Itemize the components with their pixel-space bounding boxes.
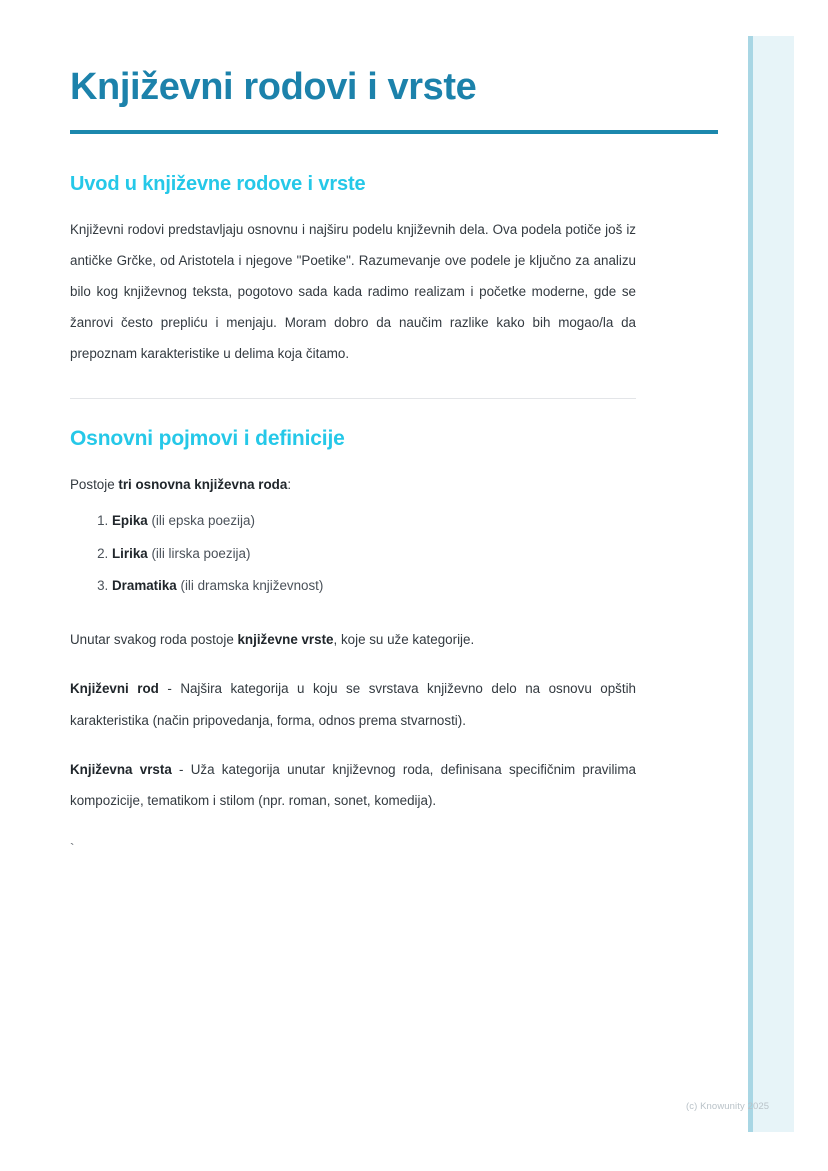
right-decorative-panel	[748, 36, 794, 1132]
list-item-term: Epika	[112, 513, 148, 529]
page-title: Književni rodovi i vrste	[70, 66, 477, 108]
list-intro-paragraph	[70, 451, 636, 500]
definition-text: - Najšira kategorija u koju se svrstava književno delo na osnovu opštih karakteristika (način pripovedanja, forma, odnos prema stvarnosti).	[70, 681, 636, 728]
literary-genres-list	[70, 500, 636, 609]
list-item-detail: (ili epska poezija)	[147, 513, 255, 529]
definition-text: - Uža kategorija unutar književnog roda, definisana specifičnim pravilima kompozicije, tematikom i stilom (npr. roman, sonet, komedija).	[70, 761, 636, 808]
list-item-detail: (ili lirska poezija)	[147, 545, 251, 561]
list-item	[112, 512, 636, 544]
definition-knjizevni-rod	[70, 655, 636, 735]
after-list-suffix: , koje su uže kategorije.	[333, 632, 475, 648]
definition-term: Književni rod	[70, 681, 159, 697]
list-item-term: Dramatika	[112, 577, 177, 593]
list-item	[112, 577, 636, 609]
section-heading-uvod: Uvod u književne rodove i vrste	[70, 172, 366, 195]
intro-paragraph: Književni rodovi predstavljaju osnovnu i najširu podelu književnih dela. Ova podela potiče još iz antičke Grčke, od Aristotela i njegove "Poetike". Razumevanje ove podele je ključno za analizu bilo kog književnog teksta, pogotovo sada kada radimo realizam i početke moderne, gde se žanrovi često prepliću i menjaju. Moram dobro da naučim razlike kako bih mogao/la da prepoznam karakteristike u delima koja čitamo.	[70, 221, 636, 361]
stray-backtick-mark: `	[70, 840, 75, 856]
list-intro-bold: tri osnovna književna roda	[118, 477, 288, 493]
after-list-prefix: Unutar svakog roda postoje	[70, 632, 238, 648]
after-list-paragraph	[70, 609, 636, 655]
footer-copyright: (c) Knowunity 2025	[686, 1101, 770, 1112]
right-panel-edge-stripe	[748, 36, 753, 1132]
list-intro-prefix: Postoje	[70, 477, 119, 493]
section-heading-osnovni-pojmovi: Osnovni pojmovi i definicije	[70, 427, 345, 451]
definition-term: Književna vrsta	[70, 761, 172, 777]
document-content	[70, 0, 636, 859]
after-list-bold: književne vrste	[237, 632, 334, 648]
list-item	[112, 545, 636, 577]
list-item-detail: (ili dramska književnost)	[176, 577, 324, 593]
list-intro-suffix: :	[287, 477, 292, 493]
list-item-term: Lirika	[112, 545, 148, 561]
definition-knjizevna-vrsta	[70, 736, 636, 816]
